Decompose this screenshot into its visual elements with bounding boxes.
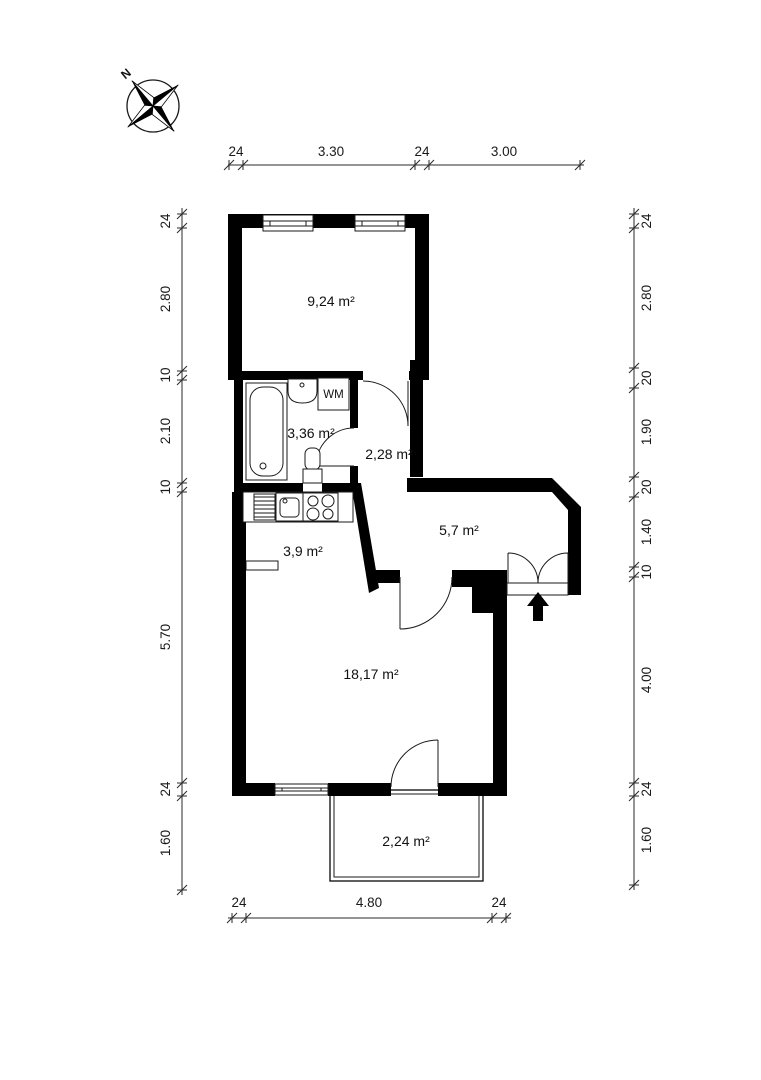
dim-label: 24 [228,144,244,159]
room-label-vestibule: 2,28 m² [365,446,413,462]
dim-label: 24 [414,144,430,159]
room-label-living: 18,17 m² [343,666,399,682]
north-label: N [118,65,134,82]
wall [328,783,391,796]
bathtub-icon [246,383,287,480]
wall [407,478,552,492]
left-dimension-line [158,208,187,895]
wall [234,483,303,492]
wall-chamfer [552,478,581,595]
dim-label: 20 [639,479,654,495]
dim-label: 3.00 [490,144,518,159]
dim-label: 24 [639,213,654,229]
wall [228,214,242,380]
door-arc-vestibule [363,381,408,426]
wall [232,783,275,796]
dim-label: 10 [158,479,173,495]
wall [452,570,507,587]
dim-label: 10 [158,367,173,383]
window-icon [275,784,328,795]
toilet-icon [303,448,322,483]
wall [322,483,352,492]
dim-label: 24 [231,895,247,910]
dim-label: 24 [639,781,654,797]
bottom-dimension-line [227,895,511,923]
entrance-door-arcs [508,553,568,583]
dim-label: 1.60 [158,829,173,857]
right-dimension-line [629,208,654,890]
kitchen-step [246,561,278,570]
dim-label: 2.80 [639,284,654,312]
dim-label: 24 [158,781,173,797]
dim-label: 5.70 [158,623,173,651]
room-label-top-room: 9,24 m² [307,293,355,309]
entrance-arrow-icon [527,592,549,621]
dim-label: 2.80 [158,285,173,313]
wall [415,214,429,380]
top-dimension-line [224,144,585,170]
dim-label: 20 [639,370,654,386]
washing-machine-label: WM [323,389,344,401]
door-arc-balcony [391,740,438,787]
wall [438,783,483,796]
washing-machine-box [318,378,349,410]
wall [372,570,400,583]
wall [483,783,507,796]
dim-label: 1.90 [639,418,654,446]
room-label-balcony: 2,24 m² [382,833,430,849]
wall [350,380,358,428]
dim-label: 24 [158,213,173,229]
wall [232,492,246,783]
dim-label: 4.80 [355,895,383,910]
wall [493,613,507,783]
bathroom-sink-icon [288,379,317,403]
window-icon [263,215,313,231]
dim-label: 4.00 [639,666,654,694]
room-label-hallway: 5,7 m² [439,522,479,538]
door-arc-living [400,577,452,629]
compass-rose-icon [96,47,199,152]
window-icon [355,215,405,231]
dim-label: 24 [491,895,507,910]
dim-label: 10 [639,564,654,580]
wall [234,380,243,492]
dim-label: 3.30 [317,144,345,159]
dim-label: 1.60 [639,826,654,854]
dim-label: 2.10 [158,417,173,445]
room-label-kitchen: 3,9 m² [283,543,323,559]
dim-label: 1.40 [639,518,654,546]
wall [472,587,507,613]
room-label-bathroom: 3,36 m² [287,425,335,441]
